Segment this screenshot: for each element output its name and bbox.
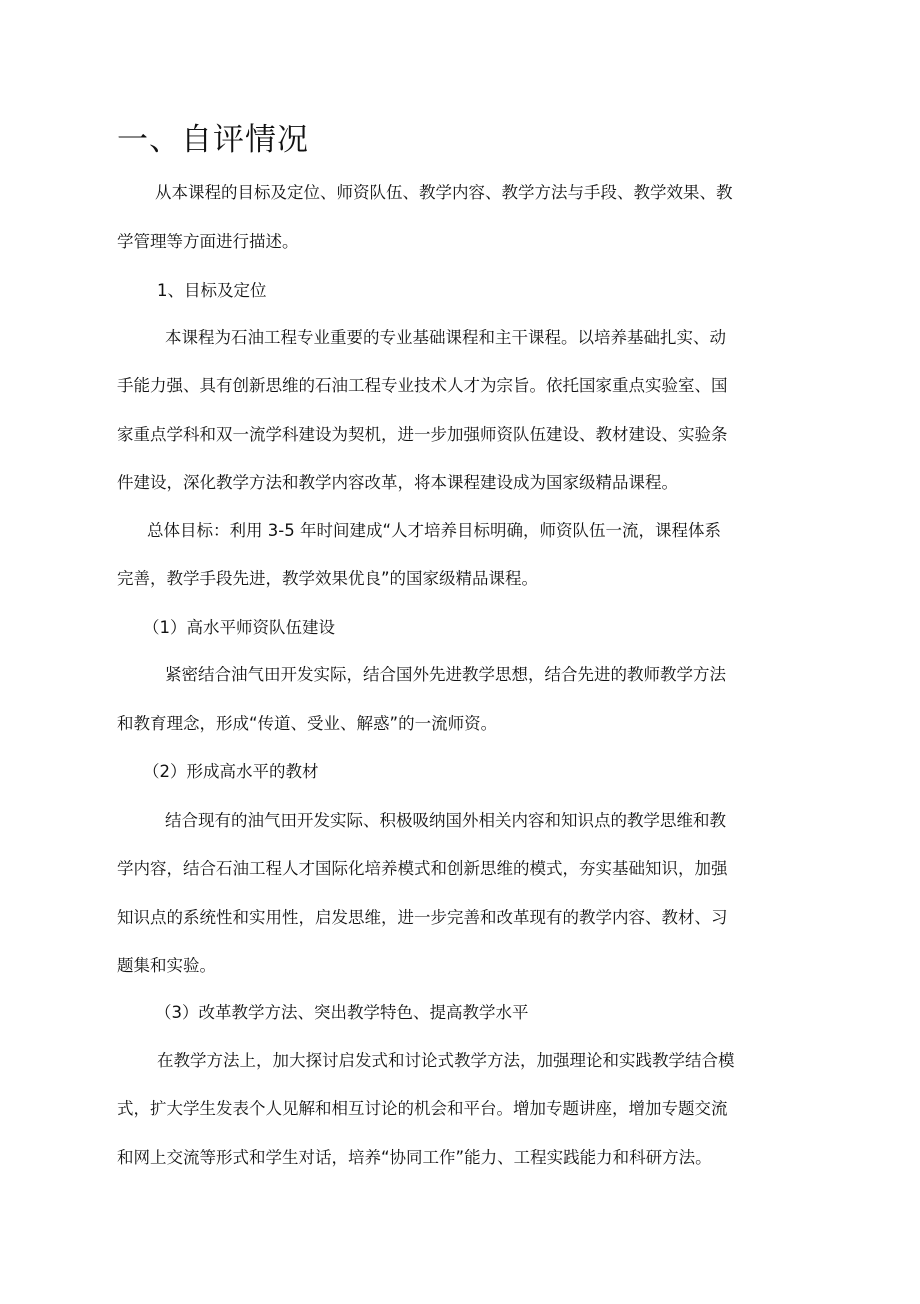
paragraph-line: 式，扩大学生发表个人见解和相互讨论的机会和平台。增加专题讲座，增加专题交流: [117, 1099, 728, 1118]
paragraph-line: 总体目标：利用 3-5 年时间建成“人才培养目标明确，师资队伍一流，课程体系: [147, 521, 721, 540]
paragraph-line: 紧密结合油气田开发实际，结合国外先进教学思想，结合先进的教师教学方法: [165, 665, 726, 684]
paragraph-line: 和网上交流等形式和学生对话，培养“协同工作”能力、工程实践能力和科研方法。: [117, 1148, 712, 1167]
paragraph-line: 学管理等方面进行描述。: [117, 232, 299, 251]
subheading-faculty: （1）高水平师资队伍建设: [143, 618, 335, 637]
paragraph-line: 知识点的系统性和实用性，启发思维，进一步完善和改革现有的教学内容、教材、习: [117, 908, 728, 927]
paragraph-line: 题集和实验。: [117, 956, 216, 975]
paragraph-line: 学内容，结合石油工程人才国际化培养模式和创新思维的模式，夯实基础知识，加强: [117, 859, 728, 878]
paragraph-line: 和教育理念，形成“传道、受业、解惑”的一流师资。: [117, 714, 498, 733]
paragraph-line: 家重点学科和双一流学科建设为契机，进一步加强师资队伍建设、教材建设、实验条: [117, 425, 728, 444]
paragraph-line: 结合现有的油气田开发实际、积极吸纳国外相关内容和知识点的教学思维和教: [165, 811, 726, 830]
paragraph-line: 从本课程的目标及定位、师资队伍、教学内容、教学方法与手段、教学效果、教: [155, 183, 733, 202]
paragraph-line: 完善，教学手段先进，教学效果优良”的国家级精品课程。: [117, 569, 539, 588]
paragraph-line: 在教学方法上，加大探讨启发式和讨论式教学方法，加强理论和实践教学结合模: [157, 1051, 735, 1070]
paragraph-line: 手能力强、具有创新思维的石油工程专业技术人才为宗旨。依托国家重点实验室、国: [117, 376, 728, 395]
paragraph-line: 件建设，深化教学方法和教学内容改革，将本课程建设成为国家级精品课程。: [117, 473, 678, 492]
subheading-goal: 1、目标及定位: [157, 281, 267, 300]
paragraph-line: 本课程为石油工程专业重要的专业基础课程和主干课程。以培养基础扎实、动: [165, 328, 726, 347]
subheading-teaching-method: （3）改革教学方法、突出教学特色、提高教学水平: [155, 1003, 529, 1022]
section-title: 一、自评情况: [117, 122, 309, 158]
subheading-textbook: （2）形成高水平的教材: [143, 762, 319, 781]
